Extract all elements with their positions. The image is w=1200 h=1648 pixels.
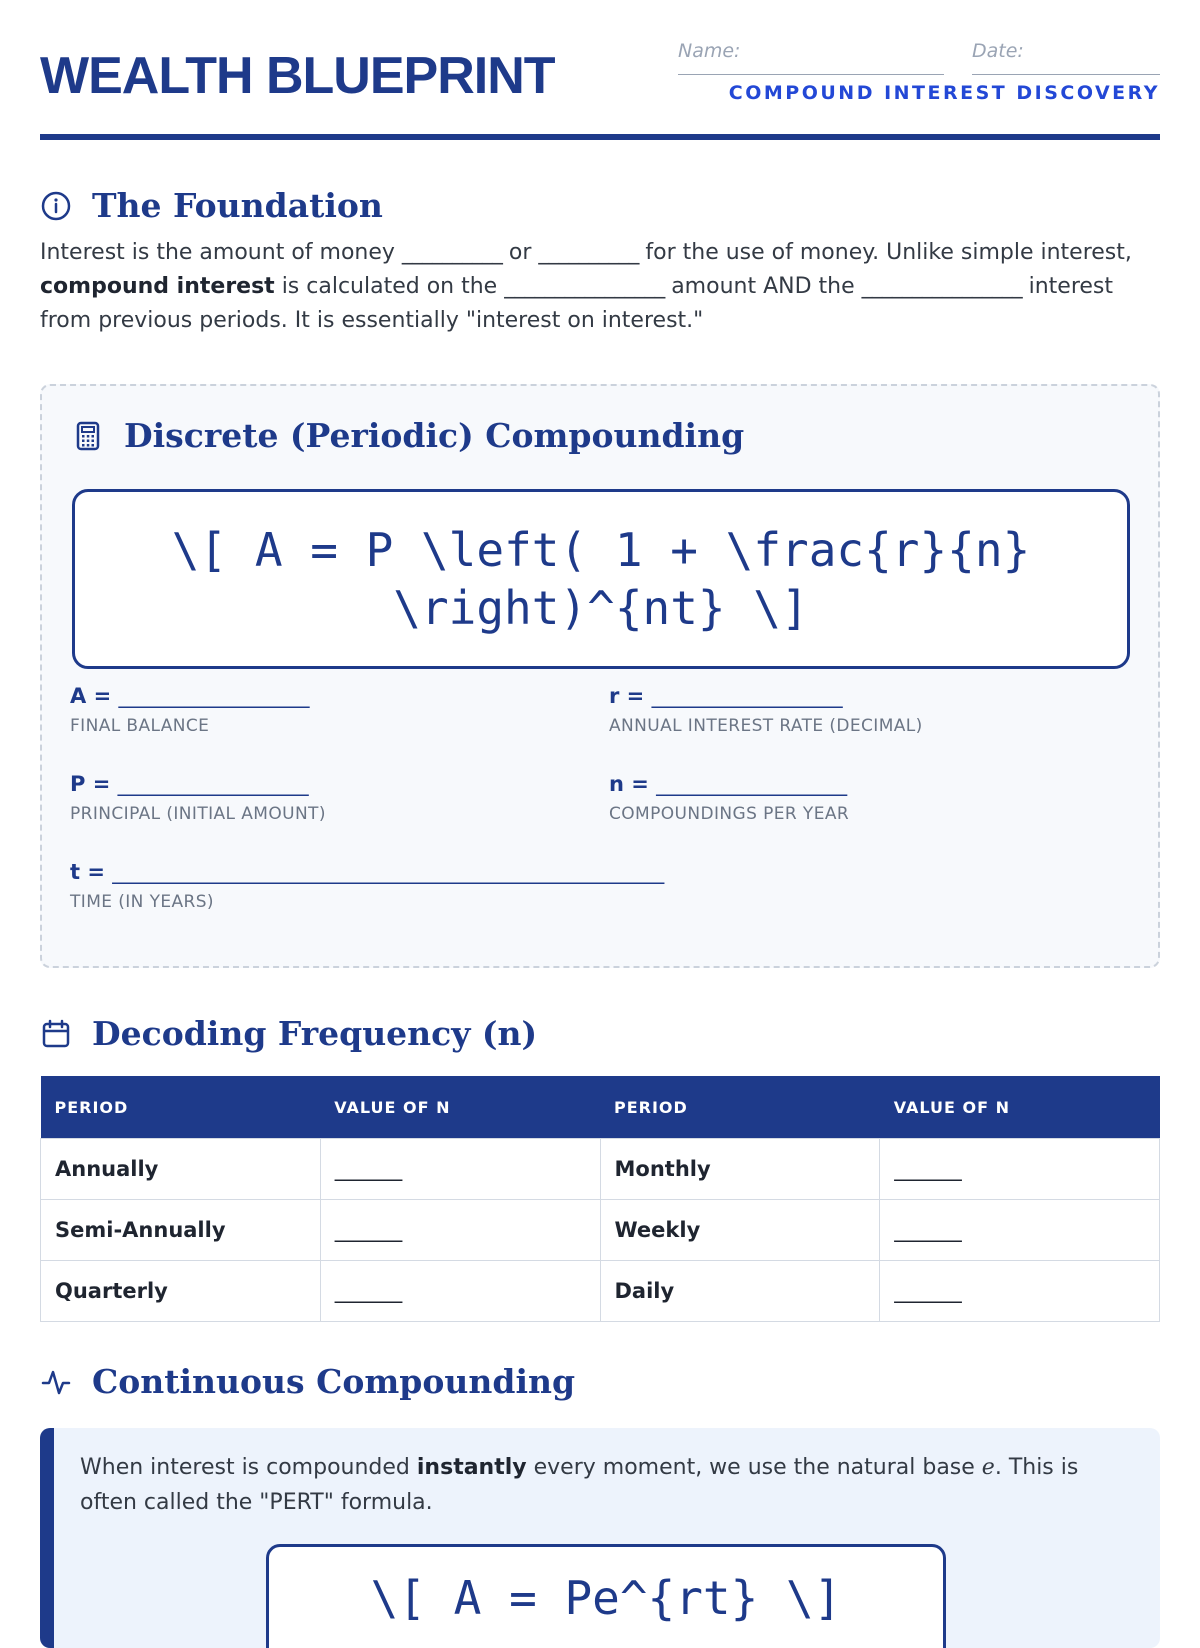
date-label: Date: <box>972 40 1024 62</box>
foundation-paragraph <box>40 236 1160 338</box>
foundation-text-2: or <box>501 240 539 265</box>
value-blank[interactable]: _______ <box>320 1139 600 1200</box>
worksheet-subtitle: COMPOUND INTEREST DISCOVERY <box>728 82 1160 104</box>
date-field[interactable] <box>972 40 1160 75</box>
worksheet-header <box>40 0 1160 140</box>
foundation-text-4: is calculated on the <box>274 274 505 299</box>
table-row <box>41 1139 1160 1200</box>
variable-t <box>70 860 663 912</box>
variable-t-label: t = <box>70 860 105 884</box>
foundation-text-3: for the use of money. Unlike simple interest, <box>638 240 1132 265</box>
worksheet-page <box>40 0 1160 1625</box>
continuous-text-3: . This is often called the "PERT" formula. <box>80 1455 1079 1515</box>
variable-r-desc: ANNUAL INTEREST RATE (DECIMAL) <box>609 716 923 736</box>
column-header: PERIOD <box>600 1076 880 1139</box>
variable-a <box>70 684 308 736</box>
variable-t-desc: TIME (IN YEARS) <box>70 892 214 912</box>
variable-p <box>70 772 326 824</box>
column-header: VALUE OF N <box>320 1076 600 1139</box>
variable-n-blank[interactable]: ____________________ <box>656 772 847 796</box>
variable-a-label: A = <box>70 684 112 708</box>
compound-formula-box <box>72 489 1130 669</box>
variable-n-label: n = <box>609 772 649 796</box>
fill-blank-accumulated[interactable]: ________________ <box>861 274 1022 299</box>
name-field[interactable] <box>678 40 944 75</box>
variable-a-desc: FINAL BALANCE <box>70 716 210 736</box>
period-cell: Semi-Annually <box>41 1200 321 1261</box>
value-blank[interactable]: _______ <box>880 1139 1160 1200</box>
period-cell: Daily <box>600 1261 880 1322</box>
calendar-icon <box>40 1018 72 1050</box>
table-row <box>41 1261 1160 1322</box>
value-blank[interactable]: _______ <box>880 1261 1160 1322</box>
callout-accent-bar <box>40 1428 54 1648</box>
variable-a-blank[interactable]: ____________________ <box>118 684 309 708</box>
frequency-title: Decoding Frequency (n) <box>92 1014 538 1053</box>
period-cell: Weekly <box>600 1200 880 1261</box>
name-label: Name: <box>678 40 741 62</box>
info-icon <box>40 190 72 222</box>
frequency-table <box>40 1076 1160 1322</box>
compound-formula: \[ A = P \left( 1 + \frac{r}{n} \right)^{nt} \] <box>171 523 1031 635</box>
variable-r-blank[interactable]: ____________________ <box>651 684 842 708</box>
foundation-text-6: interest from previous periods. It is essentially "interest on interest." <box>40 274 1114 333</box>
compound-interest-term: compound interest <box>40 274 275 299</box>
period-cell: Monthly <box>600 1139 880 1200</box>
foundation-heading <box>40 186 383 225</box>
continuous-heading <box>40 1362 575 1401</box>
page-title: WEALTH BLUEPRINT <box>40 47 555 105</box>
column-header: VALUE OF N <box>880 1076 1160 1139</box>
table-header-row <box>41 1076 1160 1139</box>
variable-n <box>609 772 849 824</box>
variable-p-blank[interactable]: ____________________ <box>117 772 308 796</box>
discrete-title: Discrete (Periodic) Compounding <box>124 416 745 455</box>
variable-r-label: r = <box>609 684 645 708</box>
variable-t-blank[interactable]: __________________________________________________________ <box>112 860 664 884</box>
continuous-callout <box>40 1428 1160 1648</box>
calculator-icon <box>72 420 104 452</box>
variable-n-desc: COMPOUNDINGS PER YEAR <box>609 804 850 824</box>
fill-blank-paid[interactable]: __________ <box>538 240 639 265</box>
column-header: PERIOD <box>41 1076 321 1139</box>
frequency-heading <box>40 1014 537 1053</box>
variable-p-label: P = <box>70 772 111 796</box>
foundation-title: The Foundation <box>92 186 383 225</box>
pert-formula-box <box>266 1544 946 1648</box>
discrete-heading <box>72 416 744 455</box>
value-blank[interactable]: _______ <box>320 1200 600 1261</box>
continuous-title: Continuous Compounding <box>92 1362 576 1401</box>
period-cell: Quarterly <box>41 1261 321 1322</box>
foundation-text-1: Interest is the amount of money <box>40 240 402 265</box>
value-blank[interactable]: _______ <box>320 1261 600 1322</box>
header-divider <box>40 134 1160 140</box>
instantly-term: instantly <box>416 1455 527 1480</box>
continuous-paragraph <box>80 1450 1120 1520</box>
variable-r <box>609 684 923 736</box>
natural-base-e: e <box>981 1455 995 1480</box>
period-cell: Annually <box>41 1139 321 1200</box>
continuous-text-2: every moment, we use the natural base <box>526 1455 982 1480</box>
continuous-text-1: When interest is compounded <box>80 1455 417 1480</box>
value-blank[interactable]: _______ <box>880 1200 1160 1261</box>
pert-formula: \[ A = Pe^{rt} \] <box>370 1571 842 1625</box>
table-row <box>41 1200 1160 1261</box>
variable-p-desc: PRINCIPAL (INITIAL AMOUNT) <box>70 804 326 824</box>
fill-blank-principal[interactable]: ________________ <box>504 274 665 299</box>
activity-wave-icon <box>40 1366 72 1398</box>
discrete-compounding-box <box>40 384 1160 968</box>
foundation-text-5: amount AND the <box>664 274 862 299</box>
fill-blank-earned[interactable]: __________ <box>401 240 502 265</box>
